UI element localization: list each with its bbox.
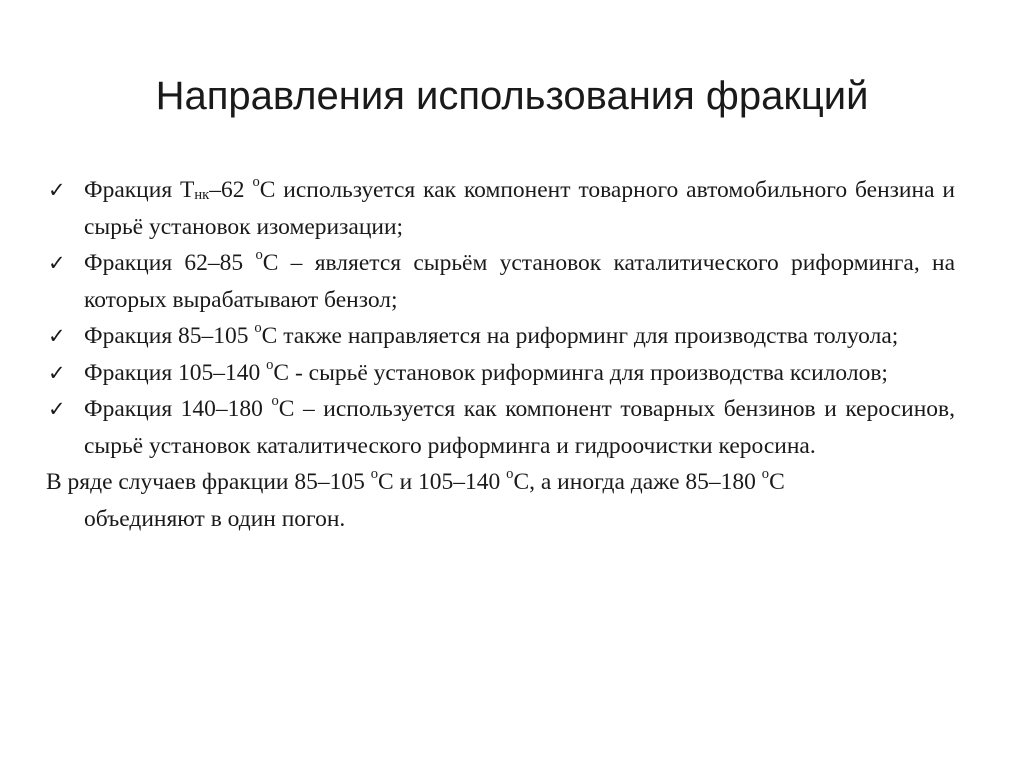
item-prefix: Фракция 140–180 <box>84 396 272 422</box>
list-item <box>46 391 955 464</box>
degree-mark: о <box>254 320 262 337</box>
list-item <box>46 245 955 318</box>
degree-mark: о <box>761 466 770 483</box>
check-icon: ✓ <box>48 324 66 348</box>
check-icon: ✓ <box>48 360 66 385</box>
degree-mark: о <box>266 356 274 373</box>
degree-mark: о <box>255 247 263 264</box>
item-prefix: Фракция 105–140 <box>84 359 267 386</box>
degree-mark: о <box>271 393 279 410</box>
note-part: С, а иногда даже 85–180 <box>513 469 762 495</box>
check-icon: ✓ <box>48 178 66 202</box>
degree-mark: о <box>370 466 379 483</box>
note-part: С <box>769 469 785 495</box>
item-text: С - сырьё установок риформинга для производства ксилолов; <box>273 359 888 386</box>
item-prefix: Фракция Т <box>84 177 195 203</box>
item-middle: –62 <box>209 177 253 203</box>
list-item <box>46 355 955 392</box>
slide-title: Направления использования фракций <box>155 74 869 118</box>
list-item <box>46 172 955 245</box>
item-text: С – является сырьём установок каталитического риформинга, на которых вырабатывают бензол; <box>84 250 955 313</box>
item-subscript: нк <box>194 187 210 204</box>
degree-mark: о <box>252 174 260 191</box>
summary-note <box>46 464 955 537</box>
check-icon: ✓ <box>48 251 66 275</box>
bullet-list <box>46 172 955 464</box>
note-part: С и 105–140 <box>378 469 507 495</box>
check-icon: ✓ <box>48 397 66 421</box>
item-text: С также направляется на риформинг для производства толуола; <box>261 323 899 349</box>
degree-mark: о <box>506 466 514 483</box>
item-prefix: Фракция 85–105 <box>84 323 255 349</box>
list-item <box>46 318 955 355</box>
item-prefix: Фракция 62–85 <box>84 250 256 276</box>
note-line-2: объединяют в один погон. <box>84 505 346 532</box>
slide-content <box>46 172 955 537</box>
item-text: С – используется как компонент товарных бензинов и керосинов, сырьё установок каталитического риформинга и гидроочистки керосина. <box>84 396 955 459</box>
item-text: С используется как компонент товарного автомобильного бензина и сырьё установок изомеризации; <box>84 177 956 240</box>
note-part: В ряде случаев фракции 85–105 <box>46 469 371 495</box>
